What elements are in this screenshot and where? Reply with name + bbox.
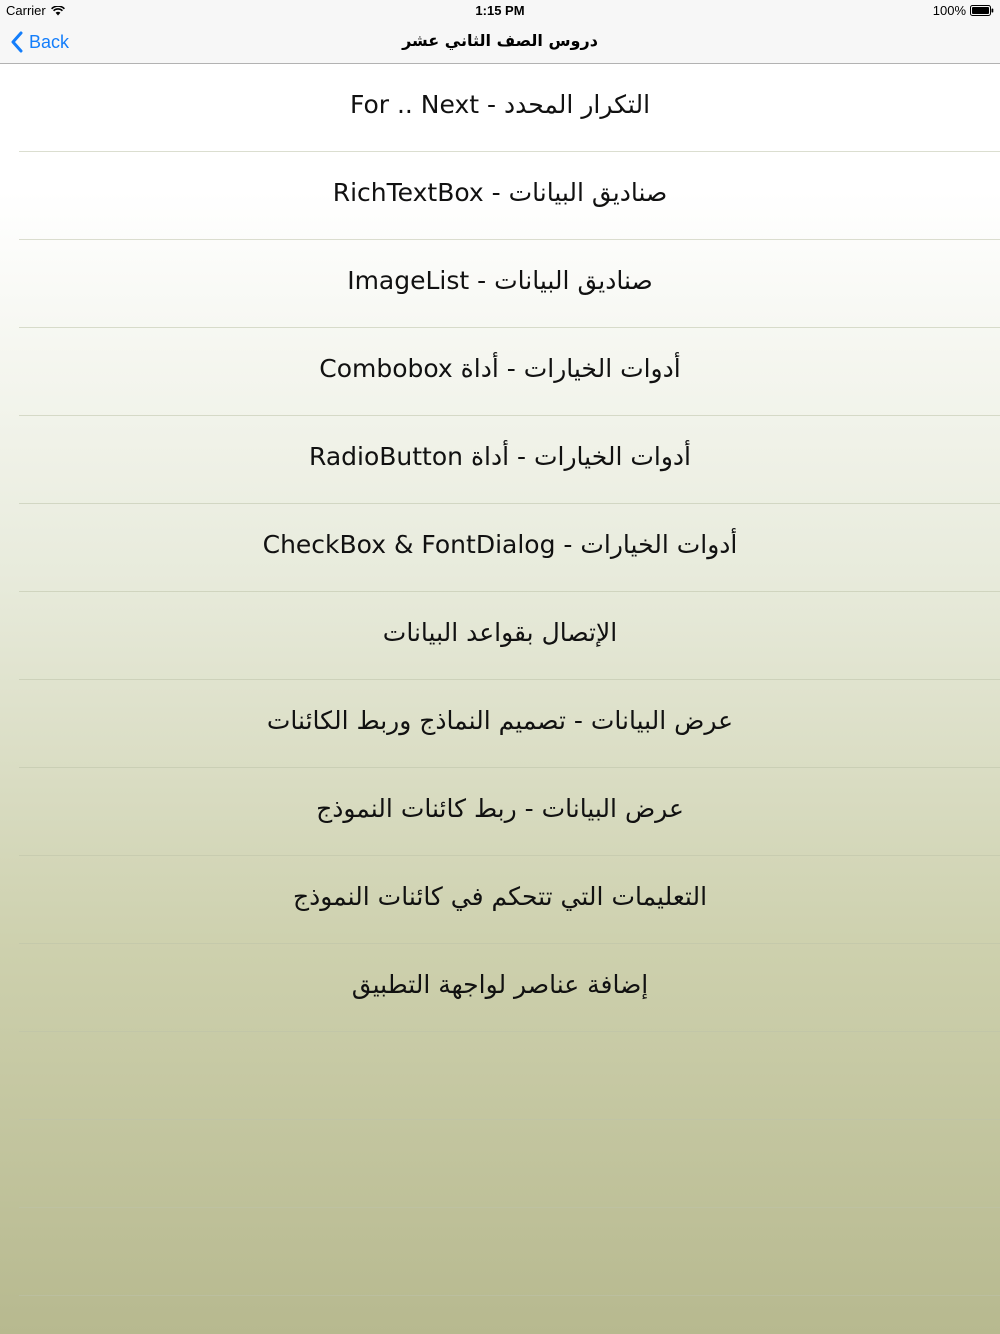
list-item[interactable] <box>19 416 1000 504</box>
page-title: دروس الصف الثاني عشر <box>402 31 598 50</box>
list-item-label: التعليمات التي تتحكم في كائنات النموذج <box>292 882 708 911</box>
battery-indicator <box>933 3 994 18</box>
list-item[interactable] <box>19 64 1000 152</box>
list-item[interactable] <box>19 680 1000 768</box>
list-item-label: أدوات الخيارات - أداة Combobox <box>319 354 681 383</box>
list-item-label: أدوات الخيارات - أداة RadioButton <box>309 442 691 471</box>
list-item[interactable] <box>19 944 1000 1032</box>
empty-row <box>19 1208 1000 1296</box>
back-button-label: Back <box>29 31 70 52</box>
lesson-list <box>0 64 1000 1334</box>
list-item-label: إضافة عناصر لواجهة التطبيق <box>351 970 649 999</box>
chevron-left-icon <box>10 31 24 53</box>
list-item-label: عرض البيانات - ربط كائنات النموذج <box>316 794 684 823</box>
list-item[interactable] <box>19 240 1000 328</box>
empty-row <box>19 1120 1000 1208</box>
back-button[interactable] <box>10 29 69 55</box>
list-item[interactable] <box>19 328 1000 416</box>
list-item-label: عرض البيانات - تصميم النماذج وربط الكائنات <box>266 706 734 735</box>
list-item[interactable] <box>19 768 1000 856</box>
list-item-label: الإتصال بقواعد البيانات <box>382 618 618 647</box>
empty-row <box>19 1032 1000 1120</box>
carrier-label: Carrier <box>6 3 46 18</box>
list-item[interactable] <box>19 152 1000 240</box>
battery-icon <box>970 5 994 16</box>
list-item[interactable] <box>19 592 1000 680</box>
navigation-bar <box>0 20 1000 64</box>
list-item-label: التكرار المحدد - For .. Next <box>349 90 651 119</box>
list-item-label: صناديق البيانات - RichTextBox <box>332 178 668 207</box>
list-item-label: صناديق البيانات - ImageList <box>347 266 653 295</box>
battery-percentage: 100% <box>932 3 966 18</box>
list-item[interactable] <box>19 856 1000 944</box>
list-item[interactable] <box>19 504 1000 592</box>
status-time: 1:15 PM <box>475 3 525 18</box>
list-item-label: أدوات الخيارات - CheckBox & FontDialog <box>262 530 738 559</box>
status-bar <box>0 0 1000 20</box>
